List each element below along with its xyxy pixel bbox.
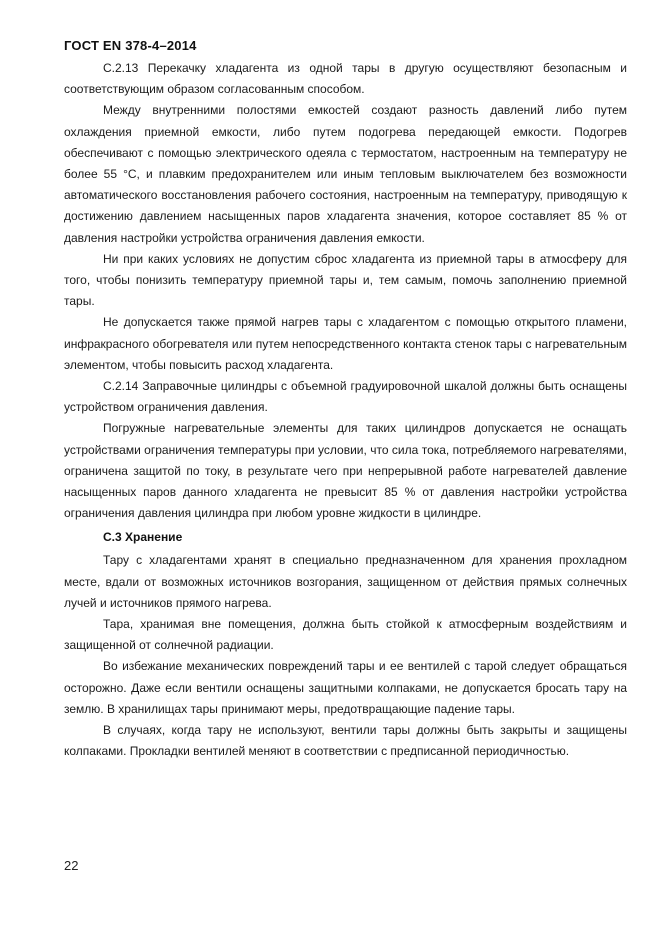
paragraph-valves: В случаях, когда тару не используют, вентили тары должны быть закрыты и защищены колпаками. Прокладки вентилей меняют в соответствии с предписанной периодичностью. — [64, 723, 627, 759]
document-body — [64, 58, 627, 763]
section-title-storage: С.3 Хранение — [103, 530, 183, 545]
paragraph-outdoor-storage: Тара, хранимая вне помещения, должна быть стойкой к атмосферным воздействиям и защищенной от солнечной радиации. — [64, 617, 627, 653]
document-code-header: ГОСТ EN 378-4–2014 — [64, 38, 197, 53]
paragraph-handling: Во избежание механических повреждений тары и ее вентилей с тарой следует обращаться осторожно. Даже если вентили оснащены защитными колпаками, не допускается бросать тару на землю. В хранилищах тары принимают меры, предотвращающие падение тары. — [64, 659, 627, 716]
paragraph-storage-location: Тару с хладагентами хранят в специально предназначенном для хранения прохладном месте, вдали от возможных источников возгорания, защищенном от действия прямых солнечных лучей и источников прямого нагрева. — [64, 553, 627, 610]
paragraph-c2-14: С.2.14 Заправочные цилиндры с объемной градуировочной шкалой должны быть оснащены устройством ограничения давления. — [64, 379, 627, 415]
paragraph-immersion-heaters: Погружные нагревательные элементы для таких цилиндров допускается не оснащать устройствами ограничения температуры при условии, что сила тока, потребляемого нагревателями, ограничена защитой по току, в результате чего при непрерывной работе нагревателей давление насыщенных паров данного хладагента не превысит 85 % от давления настройки устройства ограничения давления цилиндра при любом уровне жидкости в цилиндре. — [64, 421, 627, 521]
paragraph-pressure-difference: Между внутренними полостями емкостей создают разность давлений либо путем охлаждения приемной емкости, либо путем подогрева передающей емкости. Подогрев обеспечивают с помощью электрического одеяла с термостатом, настроенным на температуру не более 55 °С, и плавким предохранителем или иным тепловым выключателем без возможности автоматического восстановления рабочего состояния, настроенным на температуру, приводящую к достижению давлением насыщенных паров хладагента значения, которое составляет 85 % от давления настройки устройства ограничения давления емкости. — [64, 103, 627, 245]
paragraph-no-direct-heating: Не допускается также прямой нагрев тары с хладагентом с помощью открытого пламени, инфракрасного обогревателя или путем непосредственного контакта стенок тары с нагревательным элементом, чтобы повысить расход хладагента. — [64, 315, 627, 372]
paragraph-no-venting: Ни при каких условиях не допустим сброс хладагента из приемной тары в атмосферу для того, чтобы понизить температуру приемной тары и, тем самым, помочь заполнению приемной тары. — [64, 251, 627, 309]
page-number: 22 — [64, 858, 79, 873]
paragraph-c2-13: С.2.13 Перекачку хладагента из одной тары в другую осуществляют безопасным и соответствующим образом согласованным способом. — [64, 61, 627, 97]
